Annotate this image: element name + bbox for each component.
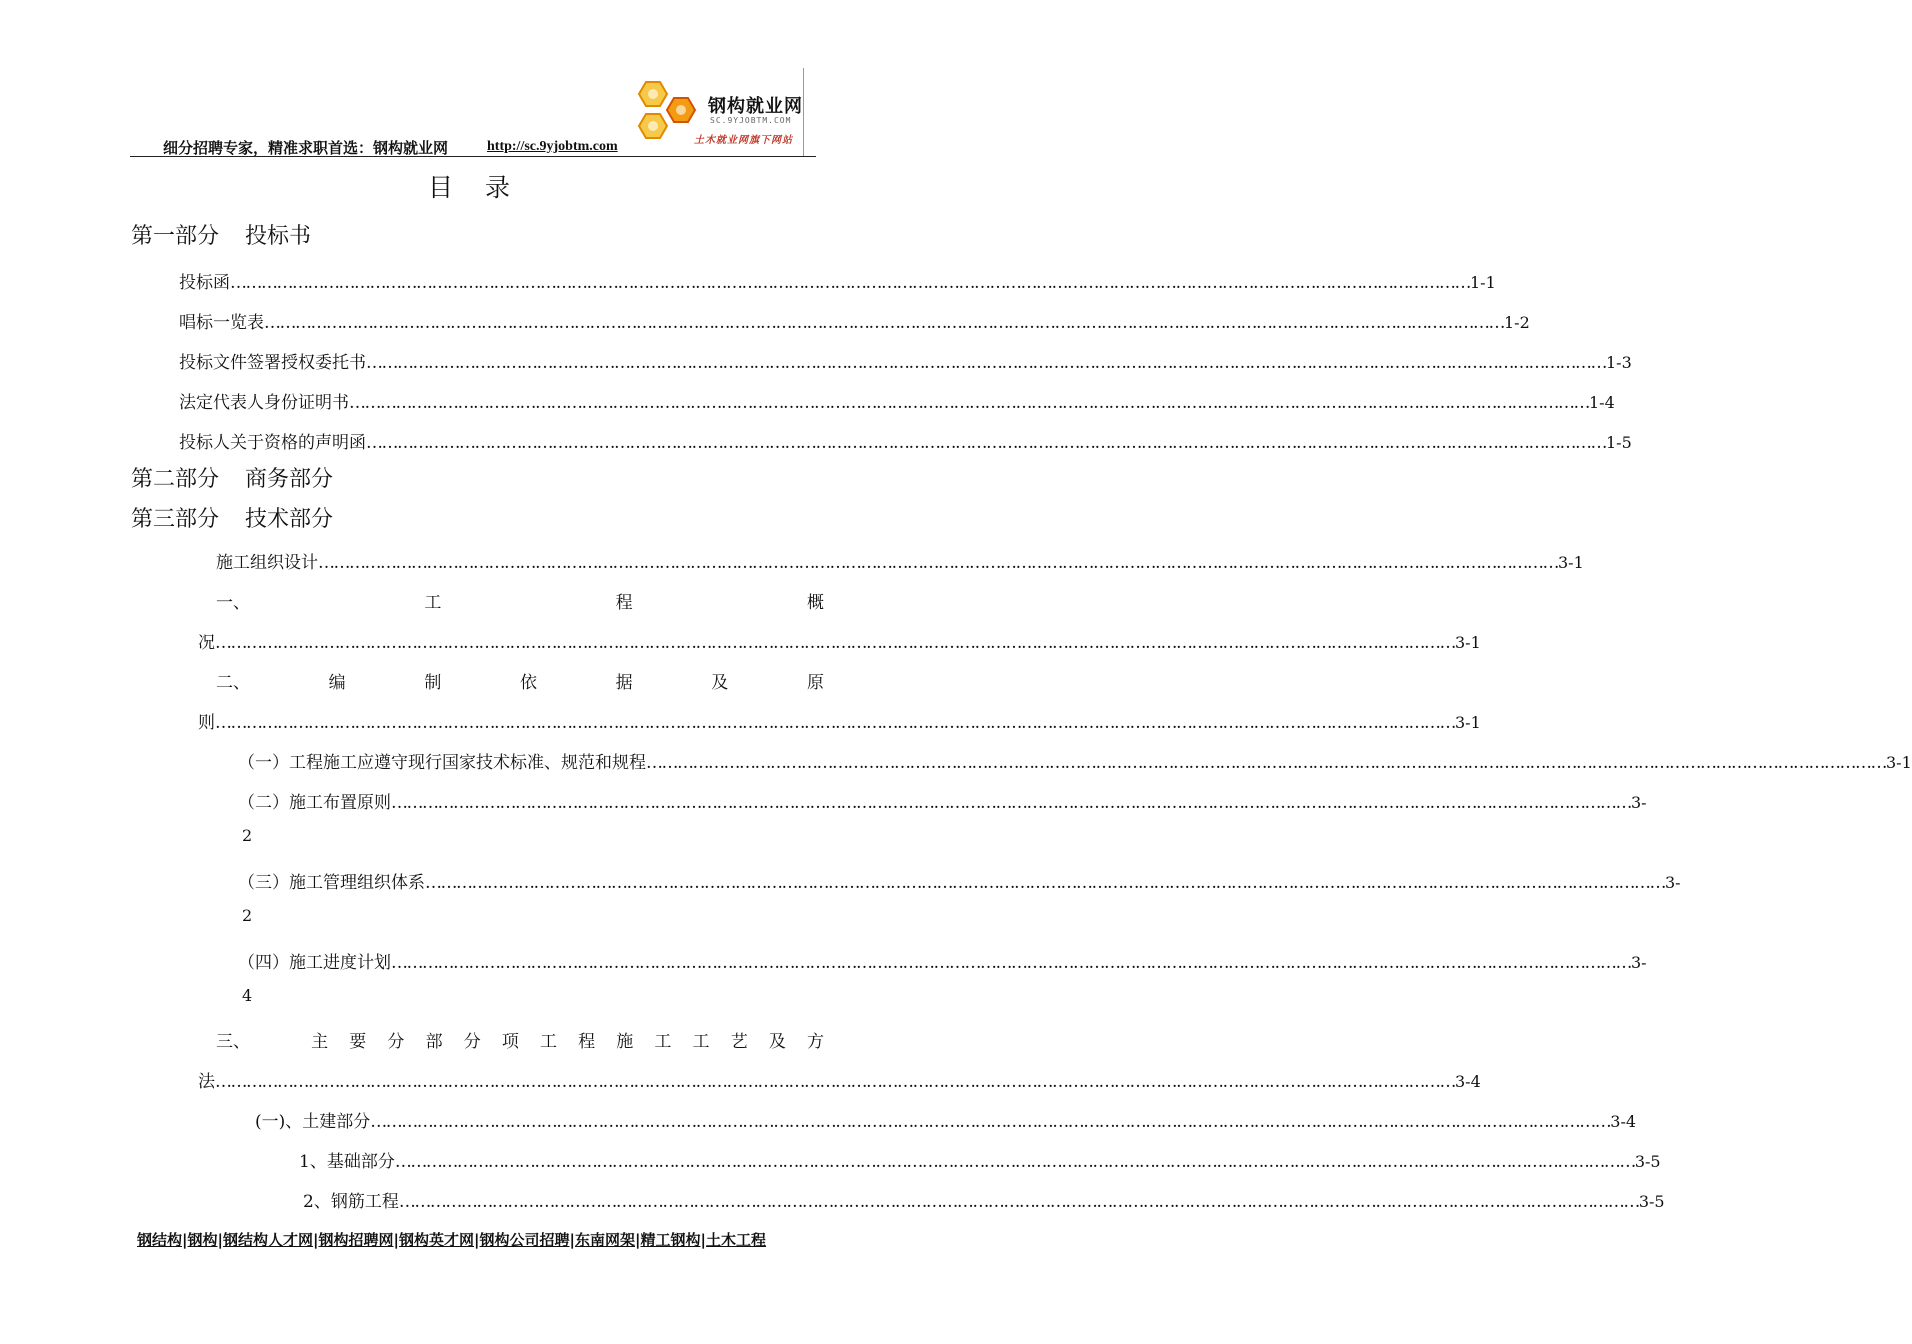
toc-entry-7-tail[interactable]: 况 …………………………………………………………………………………………………………………………………………………………………………………………………………………… 3-1: [198, 633, 1481, 653]
footer-link[interactable]: 钢构: [187, 1231, 218, 1249]
toc-entry-12-page-cont: 4: [242, 986, 253, 1005]
logo-domain: SC.9YJOBTM.COM: [710, 116, 792, 125]
page-title: 目 录: [428, 173, 522, 202]
part-heading-2: 第二部分 商务部分: [131, 467, 334, 492]
footer-link[interactable]: 钢构公司招聘: [479, 1231, 570, 1249]
toc-entry-4[interactable]: 法定代表人身份证明书 …………………………………………………………………………………………………………………………………………………………………………………………………………………… 1-4: [179, 393, 1615, 413]
footer-link[interactable]: 东南网架: [575, 1231, 636, 1249]
toc-entry-11-page-cont: 2: [242, 906, 253, 925]
toc-entry-11[interactable]: （三） 施工管理组织体系 …………………………………………………………………………………………………………………………………………………………………………………………………………………… 3-: [238, 873, 1681, 893]
footer-link[interactable]: 精工钢构: [640, 1231, 701, 1249]
part-heading-3: 第三部分 技术部分: [131, 507, 334, 532]
footer-link[interactable]: 钢构英才网: [399, 1231, 475, 1249]
toc-entry-3[interactable]: 投标文件签署授权委托书 …………………………………………………………………………………………………………………………………………………………………………………………………………………… 1-3: [179, 353, 1632, 373]
header-slogan: 细分招聘专家，精准求职首选：钢构就业网: [163, 139, 449, 157]
logo-title: 钢构就业网: [708, 96, 803, 117]
footer-links: 钢结构|钢构|钢结构人才网|钢构招聘网|钢构英才网|钢构公司招聘|东南网架|精工钢构|土木工程: [137, 1231, 767, 1249]
part-heading-1: 第一部分 投标书: [131, 224, 312, 249]
toc-entry-14[interactable]: (一)、土建部分 …………………………………………………………………………………………………………………………………………………………………………………………………………………… 3-4: [255, 1112, 1637, 1132]
toc-entry-8-spread[interactable]: 二、 编 制 依 据 及 原: [216, 673, 824, 693]
header-url-link[interactable]: http://sc.9yjobtm.com: [487, 139, 618, 154]
toc-entry-10[interactable]: （二） 施工布置原则 …………………………………………………………………………………………………………………………………………………………………………………………………………………… 3-: [238, 793, 1647, 813]
toc-entry-13-tail[interactable]: 法 …………………………………………………………………………………………………………………………………………………………………………………………………………………… 3-4: [198, 1072, 1481, 1092]
toc-entry-5[interactable]: 投标人关于资格的声明函 …………………………………………………………………………………………………………………………………………………………………………………………………………………… 1-5: [179, 433, 1632, 453]
footer-link[interactable]: 土木工程: [706, 1231, 767, 1249]
footer-link[interactable]: 钢结构: [137, 1231, 183, 1249]
toc-entry-7-spread[interactable]: 一、 工 程 概: [216, 593, 824, 613]
header-rule: [130, 156, 816, 157]
footer-link[interactable]: 钢构招聘网: [318, 1231, 394, 1249]
toc-entry-13-spread[interactable]: 三、 主 要 分 部 分 项 工 程 施 工 工 艺 及 方: [216, 1032, 824, 1052]
footer-link[interactable]: 钢结构人才网: [223, 1231, 314, 1249]
toc-entry-16[interactable]: 2、钢筋工程 …………………………………………………………………………………………………………………………………………………………………………………………………………………… 3-5: [303, 1192, 1665, 1212]
toc-entry-15[interactable]: 1、基础部分 …………………………………………………………………………………………………………………………………………………………………………………………………………………… 3-5: [299, 1152, 1661, 1172]
toc-entry-12[interactable]: （四） 施工进度计划 …………………………………………………………………………………………………………………………………………………………………………………………………………………… 3-: [238, 953, 1647, 973]
toc-entry-1[interactable]: 投标函 …………………………………………………………………………………………………………………………………………………………………………………………………………………… 1-1: [179, 273, 1496, 293]
toc-entry-2[interactable]: 唱标一览表 …………………………………………………………………………………………………………………………………………………………………………………………………………………… 1-2: [179, 313, 1530, 333]
toc-entry-6[interactable]: 施工组织设计 …………………………………………………………………………………………………………………………………………………………………………………………………………………… 3-1: [216, 553, 1584, 573]
logo-tagline: 土木就业网旗下网站: [694, 135, 793, 146]
toc-entry-10-page-cont: 2: [242, 826, 253, 845]
toc-entry-8-tail[interactable]: 则 …………………………………………………………………………………………………………………………………………………………………………………………………………………… 3-1: [198, 713, 1481, 733]
toc-entry-9[interactable]: （一） 工程施工应遵守现行国家技术标准、规范和规程 …………………………………………………………………………………………………………………………………………………………………………………………………………………… 3-1: [238, 753, 1912, 773]
